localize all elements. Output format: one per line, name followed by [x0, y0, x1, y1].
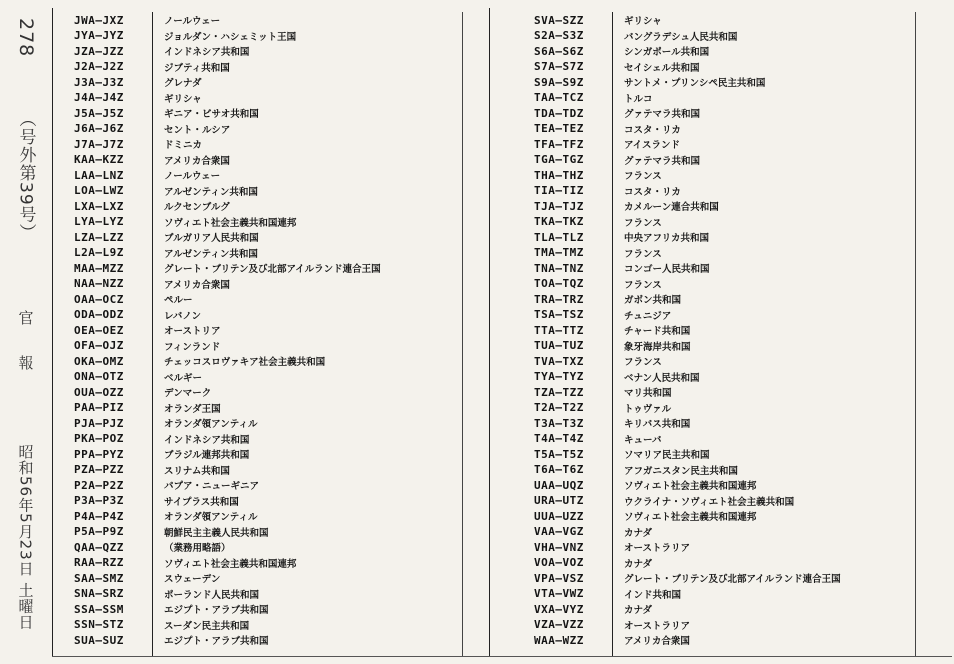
callsign-row [530, 276, 930, 292]
callsign-row [70, 493, 480, 509]
gazette-title: 官報 [16, 310, 35, 400]
callsign-row [70, 12, 480, 28]
country-name: ギリシャ [164, 93, 202, 105]
callsign-row [530, 121, 930, 137]
country-name: エジプト・アラブ共和国 [164, 605, 269, 616]
callsign-range: TEA—TEZ [534, 122, 584, 135]
callsign-range: TVA—TXZ [534, 354, 584, 368]
callsign-row [70, 167, 480, 183]
country-name: アフガニスタン民主共和国 [624, 465, 738, 477]
callsign-row [70, 415, 480, 431]
country-name: アルゼンティン共和国 [164, 186, 258, 198]
country-name: ソヴィエト社会主義共和国連邦 [164, 217, 297, 229]
callsign-range: KAA—KZZ [74, 153, 124, 166]
callsign-range: THA—THZ [534, 168, 584, 182]
callsign-range: OKA—OMZ [74, 354, 124, 368]
country-name: マリ共和国 [624, 388, 672, 399]
callsign-range: PZA—PZZ [74, 463, 124, 476]
country-name: デンマーク [164, 388, 212, 399]
callsign-row [530, 59, 930, 75]
country-name: グレート・ブリテン及び北部アイルランド連合王国 [624, 574, 841, 585]
callsign-range: S9A—S9Z [534, 75, 584, 89]
callsign-row [70, 183, 480, 199]
callsign-row [70, 338, 480, 354]
country-name: フランス [624, 248, 662, 260]
page-number: 278 [15, 18, 37, 58]
callsign-row [530, 74, 930, 90]
country-name: チャード共和国 [624, 326, 691, 337]
country-name: フランス [624, 279, 662, 291]
country-name: ジョルダン・ハシェミット王国 [164, 31, 297, 43]
right-column-end-rule [915, 12, 916, 656]
callsign-range: QAA—QZZ [74, 540, 124, 554]
callsign-range: LOA—LWZ [74, 184, 124, 197]
bottom-rule [52, 656, 952, 657]
callsign-range: P5A—P9Z [74, 525, 124, 538]
callsign-range: TMA—TMZ [534, 246, 584, 259]
callsign-range: URA—UTZ [534, 494, 584, 507]
callsign-row [530, 369, 930, 385]
callsign-row [530, 400, 930, 416]
callsign-range: OFA—OJZ [74, 339, 124, 352]
callsign-row [530, 570, 930, 586]
callsign-row [530, 260, 930, 276]
country-name: ブラジル連邦共和国 [164, 450, 250, 461]
callsign-row [70, 632, 480, 648]
country-name: カナダ [624, 605, 653, 616]
callsign-row [70, 400, 480, 416]
right-callsign-column [530, 12, 930, 656]
callsign-range: ODA—ODZ [74, 308, 124, 321]
country-name: ソヴィエト社会主義共和国連邦 [624, 481, 757, 492]
callsign-row [530, 291, 930, 307]
callsign-row [530, 338, 930, 354]
callsign-row [530, 508, 930, 524]
callsign-row [70, 539, 480, 555]
country-name: フランス [624, 171, 662, 182]
callsign-row [70, 477, 480, 493]
country-name: グレート・ブリテン及び北部アイルランド連合王国 [164, 264, 381, 275]
callsign-row [70, 59, 480, 75]
callsign-range: PKA—POZ [74, 432, 124, 445]
callsign-range: PAA—PIZ [74, 401, 124, 414]
country-name: トルコ [624, 93, 653, 105]
callsign-range: TTA—TTZ [534, 323, 584, 337]
callsign-row [530, 431, 930, 447]
callsign-row [530, 524, 930, 540]
callsign-range: SNA—SRZ [74, 587, 124, 600]
country-name: 朝鮮民主主義人民共和国 [164, 527, 269, 539]
callsign-range: JZA—JZZ [74, 44, 124, 58]
callsign-row [70, 121, 480, 137]
callsign-row [530, 43, 930, 59]
callsign-row [70, 276, 480, 292]
country-name: ウクライナ・ソヴィエト社会主義共和国 [624, 496, 795, 508]
country-name: アメリカ合衆国 [624, 636, 690, 647]
callsign-range: TAA—TCZ [534, 91, 584, 104]
callsign-range: PPA—PYZ [74, 447, 124, 461]
callsign-range: P2A—P2Z [74, 478, 124, 492]
callsign-range: VTA—VWZ [534, 587, 584, 600]
country-name: アメリカ合衆国 [164, 155, 230, 167]
callsign-range: LXA—LXZ [74, 199, 124, 213]
country-name: ギニア・ビサオ共和国 [164, 109, 259, 120]
callsign-row [70, 617, 480, 633]
left-callsign-column [70, 12, 480, 656]
country-name: アルゼンティン共和国 [164, 248, 258, 260]
callsign-range: PJA—PJZ [74, 416, 124, 430]
callsign-row [70, 105, 480, 121]
country-name: オランダ領アンティル [164, 512, 258, 523]
callsign-row [70, 524, 480, 540]
country-name: オーストラリア [624, 543, 691, 554]
callsign-row [70, 260, 480, 276]
callsign-range: T2A—T2Z [534, 401, 584, 414]
callsign-range: VOA—VOZ [534, 556, 584, 569]
callsign-row [530, 90, 930, 106]
callsign-row [530, 307, 930, 323]
country-name: フランス [624, 217, 662, 229]
center-divider [489, 8, 490, 656]
country-name: スーダン民主共和国 [164, 620, 250, 632]
callsign-range: J7A—J7Z [74, 137, 124, 151]
callsign-range: TDA—TDZ [534, 106, 584, 120]
callsign-row [530, 586, 930, 602]
country-name: ドミニカ [164, 140, 203, 151]
country-name: フィンランド [164, 341, 221, 353]
country-name: グレナダ [164, 78, 202, 89]
callsign-range: J6A—J6Z [74, 122, 124, 135]
callsign-range: LYA—LYZ [74, 215, 124, 228]
country-name: ソヴィエト社会主義共和国連邦 [164, 558, 297, 570]
country-name: ノールウェー [164, 171, 221, 182]
callsign-range: WAA—WZZ [534, 633, 584, 647]
callsign-range: UUA—UZZ [534, 509, 584, 523]
callsign-range: J2A—J2Z [74, 60, 124, 73]
country-name: ノールウェー [164, 16, 221, 27]
callsign-row [530, 555, 930, 571]
callsign-range: J5A—J5Z [74, 106, 124, 120]
callsign-row [530, 462, 930, 478]
margin-divider [52, 8, 53, 656]
callsign-row [70, 214, 480, 230]
country-name: スリナム共和国 [164, 465, 230, 477]
callsign-range: S6A—S6Z [534, 44, 584, 58]
callsign-row [530, 322, 930, 338]
country-name: ポーランド人民共和国 [164, 589, 260, 601]
country-name: サントメ・プリンシペ民主共和国 [624, 78, 766, 89]
callsign-range: VHA—VNZ [534, 540, 584, 554]
callsign-row [530, 539, 930, 555]
country-name: キリバス共和国 [624, 419, 691, 430]
callsign-range: TSA—TSZ [534, 308, 584, 321]
country-name: カナダ [624, 558, 653, 570]
callsign-range: S2A—S3Z [534, 29, 584, 42]
country-name: アメリカ合衆国 [164, 279, 230, 291]
country-name: コスタ・リカ [624, 124, 681, 136]
callsign-range: TYA—TYZ [534, 370, 584, 383]
callsign-row [70, 28, 480, 44]
callsign-range: OAA—OCZ [74, 292, 124, 306]
callsign-range: SVA—SZZ [534, 13, 584, 27]
country-name: オランダ領アンティル [164, 419, 258, 430]
country-name: 象牙海岸共和国 [624, 341, 691, 353]
callsign-row [70, 198, 480, 214]
callsign-range: T5A—T5Z [534, 447, 584, 461]
country-name: ベルギー [164, 372, 203, 384]
country-name: ペルー [164, 295, 193, 306]
callsign-row [70, 291, 480, 307]
callsign-range: VZA—VZZ [534, 618, 584, 631]
callsign-row [70, 90, 480, 106]
left-column-end-rule [462, 12, 463, 656]
callsign-row [70, 555, 480, 571]
callsign-row [530, 28, 930, 44]
callsign-range: SAA—SMZ [74, 571, 124, 585]
callsign-row [70, 322, 480, 338]
callsign-range: TJA—TJZ [534, 199, 584, 213]
callsign-range: SSA—SSM [74, 602, 124, 616]
country-name: スウェーデン [164, 574, 221, 585]
callsign-range: P3A—P3Z [74, 494, 124, 507]
callsign-range: T4A—T4Z [534, 432, 584, 445]
callsign-range: TOA—TQZ [534, 277, 584, 290]
country-name: フランス [624, 357, 662, 368]
country-name: コンゴー人民共和国 [624, 264, 710, 275]
callsign-range: VXA—VYZ [534, 602, 584, 616]
country-name: バングラデシュ人民共和国 [624, 31, 738, 43]
callsign-range: LZA—LZZ [74, 230, 124, 244]
country-name: チュニジア [624, 310, 672, 322]
callsign-row [530, 198, 930, 214]
callsign-range: VAA—VGZ [534, 525, 584, 538]
callsign-row [70, 431, 480, 447]
callsign-row [70, 601, 480, 617]
callsign-row [530, 136, 930, 152]
page-margin [0, 0, 52, 664]
country-name: コスタ・リカ [624, 186, 681, 198]
callsign-row [530, 632, 930, 648]
callsign-range: TZA—TZZ [534, 385, 584, 399]
country-name: （業務用略語） [164, 543, 231, 554]
country-name: インドネシア共和国 [164, 47, 250, 58]
callsign-row [70, 229, 480, 245]
callsign-row [70, 446, 480, 462]
callsign-range: MAA—MZZ [74, 261, 124, 275]
callsign-row [530, 105, 930, 121]
callsign-range: SUA—SUZ [74, 633, 124, 647]
country-name: オランダ王国 [164, 403, 221, 415]
country-name: 中央アフリカ共和国 [624, 233, 710, 244]
callsign-row [530, 183, 930, 199]
callsign-row [530, 493, 930, 509]
callsign-range: TIA—TIZ [534, 184, 584, 197]
country-name: インドネシア共和国 [164, 434, 250, 446]
country-name: カナダ [624, 527, 653, 539]
country-name: サイプラス共和国 [164, 496, 239, 508]
callsign-range: SSN—STZ [74, 618, 124, 631]
callsign-range: T3A—T3Z [534, 416, 584, 430]
callsign-row [530, 415, 930, 431]
callsign-row [70, 462, 480, 478]
callsign-range: S7A—S7Z [534, 60, 584, 73]
callsign-range: JWA—JXZ [74, 13, 124, 27]
callsign-row [530, 167, 930, 183]
publication-date: 昭和56年5月23日 土曜日 [16, 444, 35, 631]
country-name: ソマリア民主共和国 [624, 450, 710, 461]
country-name: チェッコスロヴァキア社会主義共和国 [164, 357, 326, 368]
country-name: オーストラリア [624, 620, 691, 632]
callsign-row [70, 384, 480, 400]
issue-number: （号外第39号） [15, 110, 36, 242]
callsign-row [70, 508, 480, 524]
callsign-range: TRA—TRZ [534, 292, 584, 306]
country-name: セイシェル共和国 [624, 62, 700, 74]
country-name: カメルーン連合共和国 [624, 202, 719, 213]
country-name: セント・ルシア [164, 124, 231, 136]
callsign-row [530, 245, 930, 261]
callsign-range: J3A—J3Z [74, 75, 124, 89]
country-name: パプア・ニューギニア [164, 481, 260, 492]
country-name: ギリシャ [624, 16, 662, 27]
callsign-row [530, 477, 930, 493]
callsign-row [70, 586, 480, 602]
callsign-row [70, 353, 480, 369]
country-name: ソヴィエト社会主義共和国連邦 [624, 512, 757, 523]
callsign-row [70, 152, 480, 168]
country-name: ジブティ共和国 [164, 62, 230, 74]
callsign-range: T6A—T6Z [534, 463, 584, 476]
callsign-range: L2A—L9Z [74, 246, 124, 259]
country-name: ブルガリア人民共和国 [164, 233, 259, 244]
callsign-row [70, 245, 480, 261]
country-name: オーストリア [164, 326, 221, 337]
callsign-row [70, 74, 480, 90]
callsign-row [530, 12, 930, 28]
callsign-range: NAA—NZZ [74, 277, 124, 290]
callsign-range: ONA—OTZ [74, 370, 124, 383]
callsign-row [70, 369, 480, 385]
callsign-range: TKA—TKZ [534, 215, 584, 228]
callsign-row [530, 229, 930, 245]
callsign-range: TLA—TLZ [534, 230, 584, 244]
callsign-range: JYA—JYZ [74, 29, 124, 42]
country-name: ガボン共和国 [624, 295, 682, 306]
callsign-row [70, 136, 480, 152]
callsign-range: OUA—OZZ [74, 385, 124, 399]
country-name: インド共和国 [624, 589, 682, 601]
country-name: レバノン [164, 310, 201, 322]
callsign-row [530, 152, 930, 168]
country-name: ルクセンブルグ [164, 202, 230, 213]
callsign-row [530, 601, 930, 617]
callsign-range: VPA—VSZ [534, 571, 584, 585]
callsign-range: RAA—RZZ [74, 556, 124, 569]
country-name: グァテマラ共和国 [624, 109, 701, 120]
country-name: シンガポール共和国 [624, 47, 710, 58]
country-name: トゥヴァル [624, 403, 672, 415]
callsign-range: LAA—LNZ [74, 168, 124, 182]
callsign-range: TFA—TFZ [534, 137, 584, 151]
country-name: エジプト・アラブ共和国 [164, 636, 269, 647]
callsign-range: TNA—TNZ [534, 261, 584, 275]
callsign-row [530, 214, 930, 230]
callsign-row [70, 307, 480, 323]
callsign-row [70, 570, 480, 586]
callsign-range: TUA—TUZ [534, 339, 584, 352]
callsign-row [530, 353, 930, 369]
callsign-range: P4A—P4Z [74, 509, 124, 523]
callsign-row [70, 43, 480, 59]
country-name: グァテマラ共和国 [624, 155, 701, 167]
country-name: キューバ [624, 434, 662, 446]
callsign-range: J4A—J4Z [74, 91, 124, 104]
callsign-range: TGA—TGZ [534, 153, 584, 166]
callsign-range: OEA—OEZ [74, 323, 124, 337]
callsign-range: UAA—UQZ [534, 478, 584, 492]
country-name: アイスランド [624, 140, 681, 151]
callsign-row [530, 617, 930, 633]
country-name: ベナン人民共和国 [624, 372, 700, 384]
callsign-row [530, 446, 930, 462]
callsign-row [530, 384, 930, 400]
